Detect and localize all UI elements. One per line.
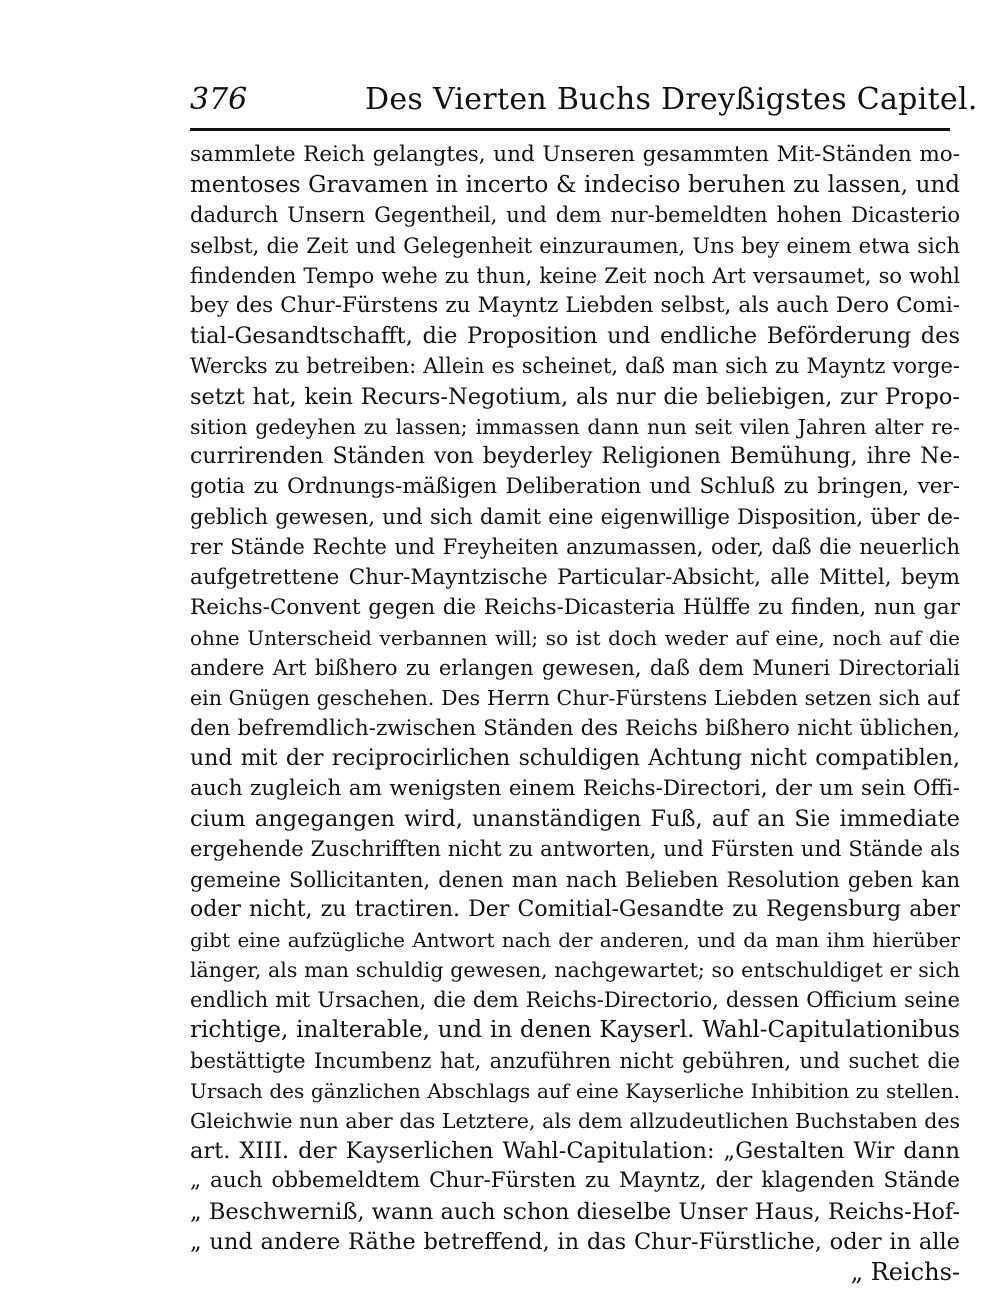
body-text (190, 140, 960, 1287)
text-line: „ und andere Räthe betreffend, in das Chur-Fürstliche, oder in alle (190, 1228, 960, 1255)
text-line: rer Stände Rechte und Freyheiten anzumassen, oder, daß die neuerlich (190, 535, 960, 560)
text-line: länger, als man schuldig gewesen, nachgewartet; so entschuldiget er sich (190, 958, 960, 983)
text-line: Gleichwie nun aber das Letztere, als dem allzudeutlichen Buchstaben des (190, 1109, 960, 1133)
text-line: gemeine Sollicitanten, denen man nach Belieben Resolution geben kan (190, 867, 960, 892)
text-line: bey des Chur-Fürstens zu Mayntz Liebden selbst, als auch Dero Comi- (190, 292, 960, 318)
text-line: geblich gewesen, und sich damit eine eigenwillige Disposition, über de- (190, 505, 960, 530)
text-line: selbst, die Zeit und Gelegenheit einzuraumen, Uns bey einem etwa sich (190, 233, 960, 258)
text-line: „ Reichs- (850, 1257, 960, 1286)
text-line: und mit der reciprocirlichen schuldigen Achtung nicht compatiblen, (190, 745, 960, 771)
text-line: aufgetrettene Chur-Mayntzische Particular-Absicht, alle Mittel, beym (190, 564, 960, 590)
text-line: „ Beschwerniß, wann auch schon dieselbe Unser Haus, Reichs-Hof- (190, 1198, 960, 1225)
page-number: 376 (190, 82, 248, 117)
text-line: gibt eine aufzügliche Antwort nach der anderen, und da man ihm hierüber (190, 927, 960, 952)
text-line: auch zugleich am wenigsten einem Reichs-Directori, der um sein Offi- (190, 775, 960, 801)
text-line: findenden Tempo wehe zu thun, keine Zeit noch Art versaumet, so wohl (190, 263, 960, 288)
page-header (190, 78, 978, 118)
header-rule (190, 128, 950, 131)
text-line: endlich mit Ursachen, die dem Reichs-Directorio, dessen Officium seine (190, 988, 960, 1013)
text-line: Reichs-Convent gegen die Reichs-Dicasteria Hülffe zu finden, nun gar (190, 594, 960, 620)
text-line: tial-Gesandtschafft, die Proposition und endliche Beförderung des (190, 323, 960, 350)
text-line: gotia zu Ordnungs-mäßigen Deliberation und Schluß zu bringen, ver- (190, 474, 960, 500)
text-line: oder nicht, zu tractiren. Der Comitial-Gesandte zu Regensburg aber (190, 896, 960, 922)
text-line: cium angegangen wird, unanständigen Fuß, auf an Sie immediate (190, 806, 960, 833)
text-line: ein Gnügen geschehen. Des Herrn Chur-Fürstens Liebden setzen sich auf (190, 686, 960, 711)
text-line: dadurch Unsern Gegentheil, und dem nur-bemeldten hohen Dicasterio (190, 203, 960, 228)
text-line: art. XIII. der Kayserlichen Wahl-Capitulation: „Gestalten Wir dann (190, 1138, 960, 1165)
text-line: andere Art bißhero zu erlangen gewesen, daß dem Muneri Directoriali (190, 656, 960, 681)
text-line: mentoses Gravamen in incerto & indeciso beruhen zu lassen, und (190, 172, 960, 199)
text-line: sammlete Reich gelangtes, und Unseren gesammten Mit-Ständen mo- (190, 142, 960, 167)
text-line: currirenden Ständen von beyderley Religionen Bemühung, ihre Ne- (190, 443, 960, 469)
text-line: bestättigte Incumbenz hat, anzuführen nicht gebühren, und suchet die (190, 1048, 960, 1073)
text-line: ohne Unterscheid verbannen will; so ist doch weder auf eine, noch auf die (190, 626, 960, 650)
text-line: ergehende Zuschrifften nicht zu antworten, und Fürsten und Stände als (190, 837, 960, 862)
text-line: setzt hat, kein Recurs-Negotium, als nur die beliebigen, zur Propo- (190, 383, 960, 410)
text-line: den befremdlich-zwischen Ständen des Reichs bißhero nicht üblichen, (190, 715, 960, 741)
text-line: Ursach des gänzlichen Abschlags auf eine Kayserliche Inhibition zu stellen. (190, 1078, 960, 1103)
text-line: sition gedeyhen zu lassen; immassen dann nun seit vilen Jahren alter re- (190, 414, 960, 439)
text-line: Wercks zu betreiben: Allein es scheinet, daß man sich zu Mayntz vorge- (190, 354, 960, 379)
text-line: richtige, inalterable, und in denen Kayserl. Wahl-Capitulationibus (190, 1017, 960, 1044)
text-line: „ auch obbemeldtem Chur-Fürsten zu Mayntz, der klagenden Stände (190, 1168, 960, 1194)
running-head: Des Vierten Buchs Dreyßigstes Capitel. (365, 82, 978, 117)
